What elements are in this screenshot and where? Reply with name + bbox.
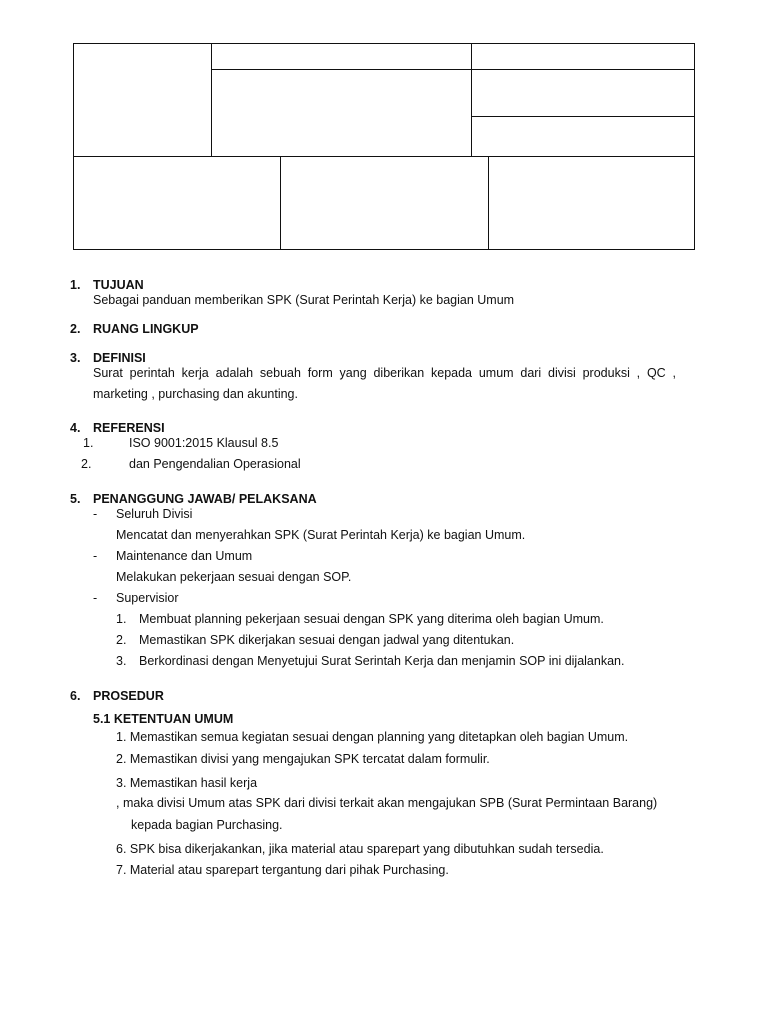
- bullet-dash: -: [93, 549, 98, 563]
- section-title: RUANG LINGKUP: [93, 322, 199, 336]
- task-number: 2.: [116, 633, 127, 647]
- header-title-cell: [211, 69, 472, 157]
- procedure-item: 3. Memastikan hasil kerja: [116, 776, 258, 790]
- task-text: Membuat planning pekerjaan sesuai dengan SPK yang diterima oleh bagian Umum.: [139, 612, 604, 626]
- role-name: Maintenance dan Umum: [116, 549, 253, 563]
- definition-line: Surat perintah kerja adalah sebuah form yang diberikan kepada umum dari divisi produksi , QC ,: [93, 366, 676, 380]
- reference-number: 1.: [83, 436, 94, 450]
- section-text: Sebagai panduan memberikan SPK (Surat Perintah Kerja) ke bagian Umum: [93, 293, 515, 307]
- task-number: 3.: [116, 654, 127, 668]
- procedure-item: 7. Material atau sparepart tergantung dari pihak Purchasing.: [116, 863, 449, 877]
- header-date-cell: [471, 116, 695, 157]
- header-revision-cell: [471, 69, 695, 117]
- subsection-title: 5.1 KETENTUAN UMUM: [93, 712, 234, 726]
- section-number: 5.: [70, 492, 81, 506]
- section-number: 3.: [70, 351, 81, 365]
- header-checked-cell: [280, 157, 489, 250]
- bullet-dash: -: [93, 507, 98, 521]
- section-title: DEFINISI: [93, 351, 146, 365]
- section-number: 4.: [70, 421, 81, 435]
- section-title: TUJUAN: [93, 278, 144, 292]
- role-name: Seluruh Divisi: [116, 507, 193, 521]
- section-title: PROSEDUR: [93, 689, 164, 703]
- reference-number: 2.: [81, 457, 92, 471]
- procedure-item: , maka divisi Umum atas SPK dari divisi terkait akan mengajukan SPB (Surat Permintaan Barang): [116, 796, 658, 810]
- role-description: Melakukan pekerjaan sesuai dengan SOP.: [116, 570, 352, 584]
- header-prepared-cell: [73, 157, 281, 250]
- procedure-item: 2. Memastikan divisi yang mengajukan SPK tercatat dalam formulir.: [116, 752, 490, 766]
- section-title: REFERENSI: [93, 421, 165, 435]
- role-name: Supervisior: [116, 591, 179, 605]
- header-title-top-cell: [211, 43, 472, 70]
- definition-line: marketing , purchasing dan akunting.: [93, 387, 298, 401]
- task-text: Memastikan SPK dikerjakan sesuai dengan jadwal yang ditentukan.: [139, 633, 515, 647]
- section-number: 6.: [70, 689, 81, 703]
- procedure-item: 6. SPK bisa dikerjakankan, jika material atau sparepart yang dibutuhkan sudah tersedia.: [116, 842, 604, 856]
- section-number: 2.: [70, 322, 81, 336]
- reference-text: ISO 9001:2015 Klausul 8.5: [129, 436, 279, 450]
- header-approved-cell: [488, 157, 695, 250]
- section-number: 1.: [70, 278, 81, 292]
- section-title: PENANGGUNG JAWAB/ PELAKSANA: [93, 492, 317, 506]
- procedure-item: kepada bagian Purchasing.: [131, 818, 283, 832]
- bullet-dash: -: [93, 591, 98, 605]
- procedure-item: 1. Memastikan semua kegiatan sesuai dengan planning yang ditetapkan oleh bagian Umum.: [116, 730, 629, 744]
- task-number: 1.: [116, 612, 127, 626]
- role-description: Mencatat dan menyerahkan SPK (Surat Perintah Kerja) ke bagian Umum.: [116, 528, 526, 542]
- header-docno-cell: [471, 43, 695, 70]
- header-logo-cell: [73, 43, 212, 157]
- reference-text: dan Pengendalian Operasional: [129, 457, 301, 471]
- task-text: Berkordinasi dengan Menyetujui Surat Serintah Kerja dan menjamin SOP ini dijalankan.: [139, 654, 625, 668]
